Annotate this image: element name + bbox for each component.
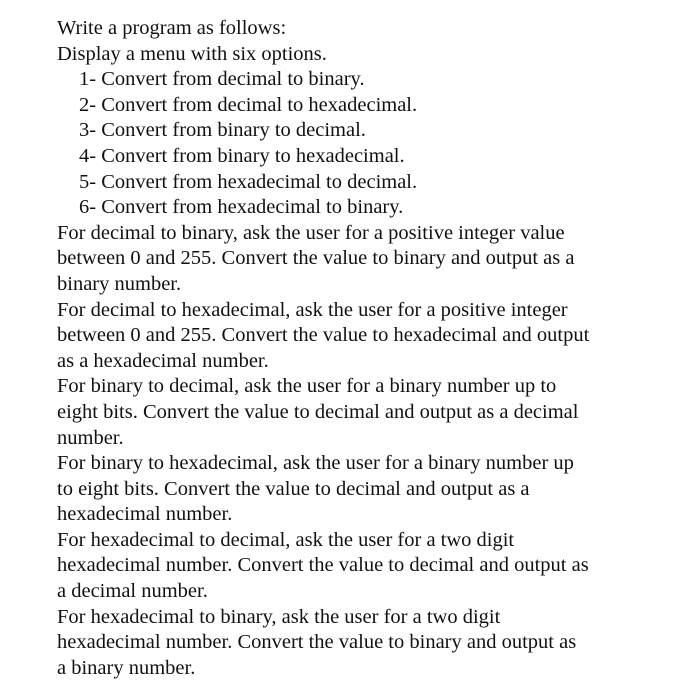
paragraph-binary-to-decimal — [57, 374, 660, 451]
menu-option-1: 1- Convert from decimal to binary. — [79, 68, 365, 91]
paragraph-binary-to-hexadecimal — [57, 451, 660, 528]
paragraph-line: For hexadecimal to decimal, ask the user for a two digit — [57, 528, 515, 551]
paragraph-line: a binary number. — [57, 656, 196, 679]
menu-option-4: 4- Convert from binary to hexadecimal. — [79, 144, 405, 167]
paragraph-line: between 0 and 255. Convert the value to hexadecimal and output — [57, 324, 590, 347]
paragraph-line: binary number. — [57, 272, 182, 295]
menu-options-list — [57, 67, 660, 221]
paragraph-line: as a hexadecimal number. — [57, 349, 269, 372]
paragraph-line: For decimal to hexadecimal, ask the user for a positive integer — [57, 298, 568, 321]
paragraph-line: between 0 and 255. Convert the value to binary and output as a — [57, 247, 575, 270]
paragraph-line: For binary to hexadecimal, ask the user for a binary number up — [57, 452, 574, 475]
paragraph-line: hexadecimal number. — [57, 503, 233, 526]
paragraph-line: to eight bits. Convert the value to decimal and output as a — [57, 477, 530, 500]
menu-option-5: 5- Convert from hexadecimal to decimal. — [79, 170, 418, 193]
paragraph-decimal-to-binary — [57, 221, 660, 298]
intro-line-1: Write a program as follows: — [57, 17, 287, 39]
menu-option-6: 6- Convert from hexadecimal to binary. — [79, 196, 404, 219]
paragraph-line: a decimal number. — [57, 580, 208, 603]
menu-option-2: 2- Convert from decimal to hexadecimal. — [79, 93, 418, 116]
paragraph-line: For hexadecimal to binary, ask the user for a two digit — [57, 605, 501, 628]
menu-option-3: 3- Convert from binary to decimal. — [79, 119, 366, 142]
paragraph-line: For decimal to binary, ask the user for a positive integer value — [57, 221, 565, 244]
paragraph-hexadecimal-to-decimal — [57, 528, 660, 605]
paragraph-line: hexadecimal number. Convert the value to decimal and output as — [57, 554, 589, 577]
paragraph-line: For binary to decimal, ask the user for a binary number up to — [57, 375, 557, 398]
paragraph-line: number. — [57, 426, 124, 449]
paragraph-line: hexadecimal number. Convert the value to binary and output as — [57, 631, 577, 654]
intro-line-2: Display a menu with six options. — [57, 42, 327, 65]
paragraph-decimal-to-hexadecimal — [57, 298, 660, 375]
paragraph-hexadecimal-to-binary — [57, 605, 660, 682]
paragraph-line: eight bits. Convert the value to decimal and output as a decimal — [57, 400, 579, 423]
